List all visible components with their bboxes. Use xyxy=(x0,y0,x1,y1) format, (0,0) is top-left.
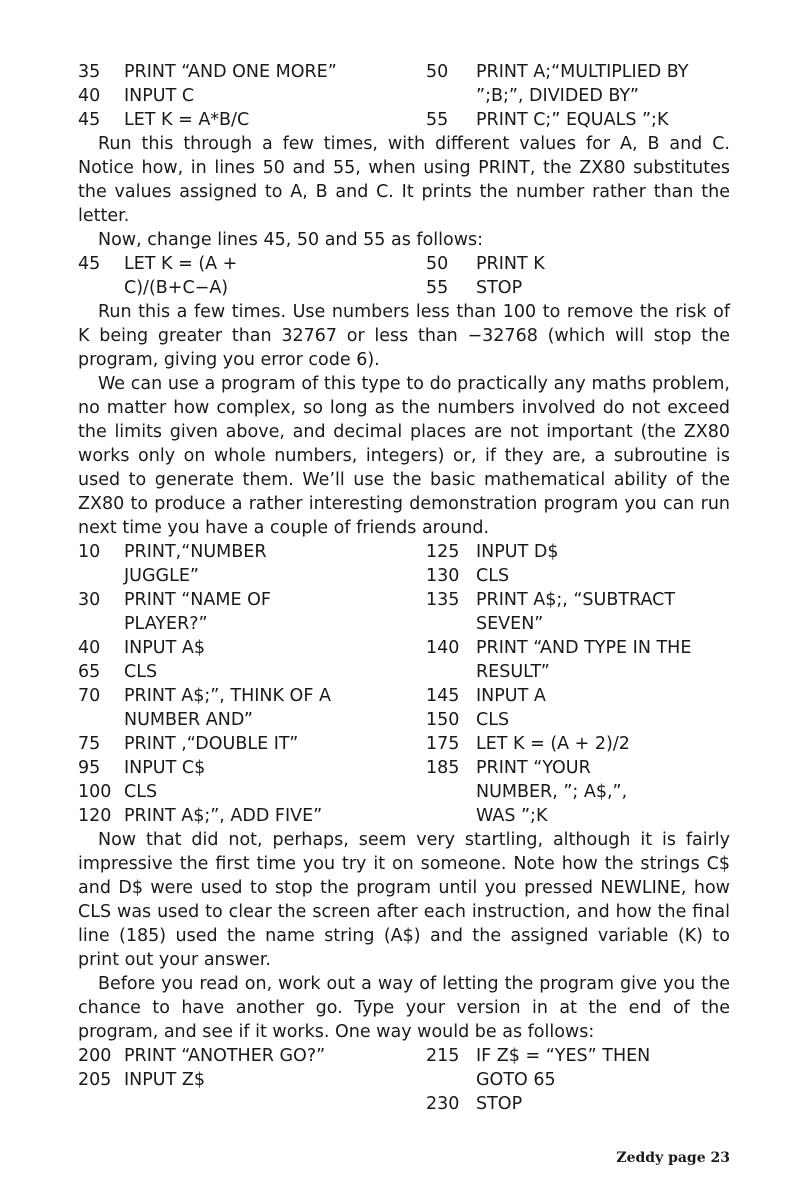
code-text: CLS xyxy=(124,782,158,802)
line-number: 140 xyxy=(426,638,460,658)
line-number: 215 xyxy=(426,1046,460,1066)
code-text: PRINT “NAME OF PLAYER?” xyxy=(124,590,271,634)
code-line xyxy=(78,756,426,780)
line-number: 150 xyxy=(426,710,460,730)
line-number: 230 xyxy=(426,1094,460,1114)
line-number: 120 xyxy=(78,806,112,826)
code-block-1 xyxy=(78,60,730,132)
code-line xyxy=(78,660,426,684)
line-number: 75 xyxy=(78,734,101,754)
line-number: 55 xyxy=(426,278,449,298)
code-text: LET K = (A + 2)/2 xyxy=(476,734,630,754)
code-line xyxy=(78,732,426,756)
code-text: INPUT Z$ xyxy=(124,1070,205,1090)
code-text: STOP xyxy=(476,1094,523,1114)
line-number: 45 xyxy=(78,254,101,274)
code-text: CLS xyxy=(476,566,510,586)
code-line xyxy=(78,1068,426,1092)
line-number: 70 xyxy=(78,686,101,706)
code-text: STOP xyxy=(476,278,523,298)
code-text: PRINT C;” EQUALS ”;K xyxy=(476,110,669,130)
code-text: INPUT A$ xyxy=(124,638,205,658)
line-number: 200 xyxy=(78,1046,112,1066)
line-number: 145 xyxy=(426,686,460,706)
line-number: 185 xyxy=(426,758,460,778)
code-line xyxy=(426,756,730,828)
code-line xyxy=(426,276,730,300)
code-column-right xyxy=(426,540,730,828)
code-line xyxy=(426,636,730,684)
code-line xyxy=(78,60,426,84)
code-column-left xyxy=(78,60,426,132)
code-line xyxy=(426,252,730,276)
code-text: PRINT ,“DOUBLE IT” xyxy=(124,734,299,754)
code-column-left xyxy=(78,1044,426,1116)
code-line xyxy=(426,1044,730,1092)
code-line xyxy=(426,588,730,636)
code-line xyxy=(78,804,426,828)
code-text: PRINT “AND TYPE IN THE RESULT” xyxy=(476,638,692,682)
line-number: 135 xyxy=(426,590,460,610)
line-number: 50 xyxy=(426,62,449,82)
line-number: 40 xyxy=(78,638,101,658)
code-column-left xyxy=(78,252,426,300)
code-text: CLS xyxy=(124,662,158,682)
line-number: 45 xyxy=(78,110,101,130)
code-column-right xyxy=(426,1044,730,1116)
code-text: IF Z$ = “YES” THEN GOTO 65 xyxy=(476,1046,651,1090)
code-column-left xyxy=(78,540,426,828)
code-line xyxy=(78,108,426,132)
code-column-right xyxy=(426,252,730,300)
code-line xyxy=(426,708,730,732)
code-line xyxy=(426,1092,730,1116)
code-line xyxy=(426,108,730,132)
code-line xyxy=(78,540,426,588)
code-line xyxy=(78,1044,426,1068)
code-line xyxy=(78,636,426,660)
line-number: 55 xyxy=(426,110,449,130)
line-number: 40 xyxy=(78,86,101,106)
code-text: PRINT K xyxy=(476,254,545,274)
code-line xyxy=(78,588,426,636)
code-text: CLS xyxy=(476,710,510,730)
code-line xyxy=(426,564,730,588)
code-text: INPUT C$ xyxy=(124,758,206,778)
code-line xyxy=(78,780,426,804)
line-number: 35 xyxy=(78,62,101,82)
line-number: 175 xyxy=(426,734,460,754)
paragraph: Run this through a few times, with different values for A, B and C. Notice how, in lines 50 and 55, when using PRINT, the ZX80 substitutes the values assigned to A, B and C. It prints the number rather than the letter. xyxy=(78,134,730,226)
line-number: 50 xyxy=(426,254,449,274)
code-block-3 xyxy=(78,540,730,828)
prose-section-1 xyxy=(78,132,730,252)
code-line xyxy=(426,732,730,756)
code-text: PRINT A$;, “SUBTRACT SEVEN” xyxy=(476,590,676,634)
code-text: PRINT,“NUMBER JUGGLE” xyxy=(124,542,267,586)
code-text: INPUT D$ xyxy=(476,542,559,562)
line-number: 205 xyxy=(78,1070,112,1090)
line-number: 125 xyxy=(426,542,460,562)
paragraph: Run this a few times. Use numbers less than 100 to remove the risk of K being greater than 32767 or less than −32768 (which will stop the program, giving you error code 6). xyxy=(78,302,730,370)
code-block-4 xyxy=(78,1044,730,1116)
paragraph: Now that did not, perhaps, seem very startling, although it is fairly impressive the first time you try it on someone. Note how the strings C$ and D$ were used to stop the program until you pressed NEWLINE, how CLS was used to clear the screen after each instruction, and how the final line (185) used the name string (A$) and the assigned variable (K) to print out your answer. xyxy=(78,830,730,970)
code-text: PRINT “AND ONE MORE” xyxy=(124,62,337,82)
code-text: LET K = (A + C)/(B+C−A) xyxy=(124,254,238,298)
code-line xyxy=(426,540,730,564)
code-text: LET K = A*B/C xyxy=(124,110,250,130)
code-line xyxy=(426,60,730,108)
line-number: 95 xyxy=(78,758,101,778)
code-line xyxy=(78,684,426,732)
code-line xyxy=(78,252,426,300)
code-text: PRINT “YOUR NUMBER, ”; A$,”, WAS ”;K xyxy=(476,758,628,826)
page-content xyxy=(78,60,730,1116)
code-column-right xyxy=(426,60,730,132)
code-text: PRINT A$;”, ADD FIVE” xyxy=(124,806,323,826)
line-number: 65 xyxy=(78,662,101,682)
paragraph: Now, change lines 45, 50 and 55 as follows: xyxy=(98,230,484,250)
code-text: INPUT A xyxy=(476,686,546,706)
line-number: 10 xyxy=(78,542,101,562)
line-number: 30 xyxy=(78,590,101,610)
paragraph: We can use a program of this type to do practically any maths problem, no matter how complex, so long as the numbers involved do not exceed the limits given above, and decimal places are not important (the ZX80 works only on whole numbers, integers) or, if they are, a subroutine is used to generate them. We’ll use the basic mathematical ability of the ZX80 to produce a rather interesting demonstration program you can run next time you have a couple of friends around. xyxy=(78,374,730,538)
page-footer: Zeddy page 23 xyxy=(616,1150,730,1166)
prose-section-2 xyxy=(78,300,730,540)
code-text: PRINT “ANOTHER GO?” xyxy=(124,1046,326,1066)
paragraph: Before you read on, work out a way of letting the program give you the chance to have another go. Type your version in at the end of the program, and see if it works. One way would be as follows: xyxy=(78,974,730,1042)
code-text: INPUT C xyxy=(124,86,195,106)
code-text: PRINT A;“MULTIPLIED BY ”;B;”, DIVIDED BY” xyxy=(476,62,689,106)
line-number: 100 xyxy=(78,782,112,802)
code-text: PRINT A$;”, THINK OF A NUMBER AND” xyxy=(124,686,331,730)
prose-section-3 xyxy=(78,828,730,1044)
line-number: 130 xyxy=(426,566,460,586)
code-line xyxy=(426,684,730,708)
code-block-2 xyxy=(78,252,730,300)
code-line xyxy=(78,84,426,108)
